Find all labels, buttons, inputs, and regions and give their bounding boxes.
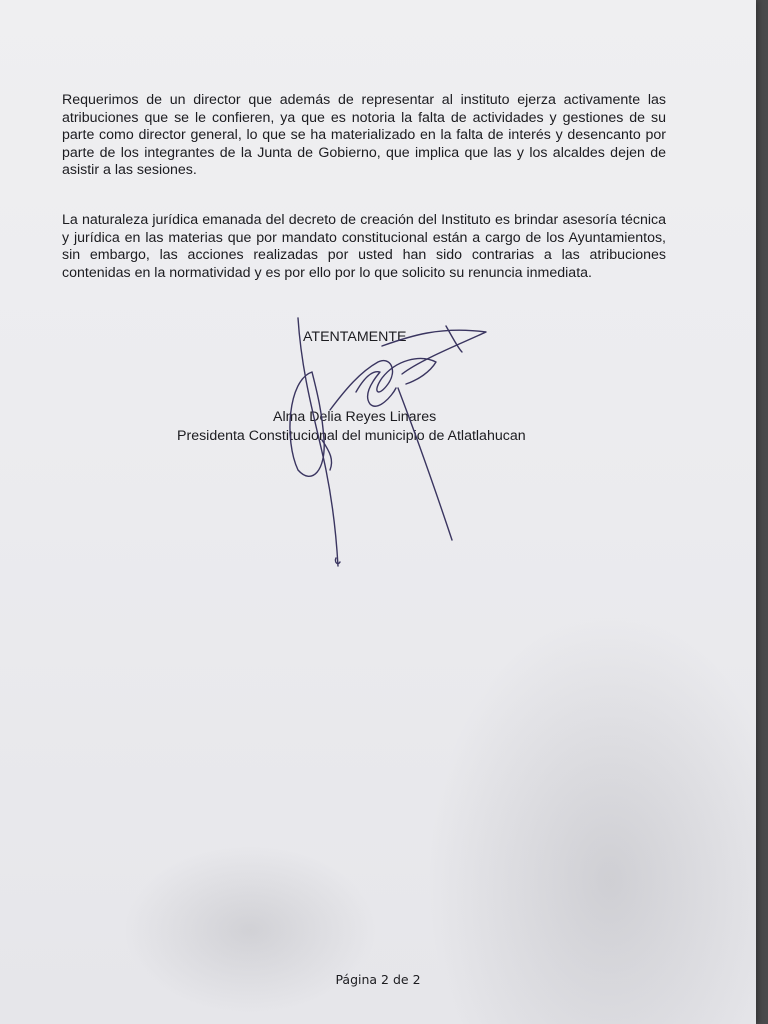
paragraph-1: Requerimos de un director que además de representar al instituto ejerza activamente las atribuciones que se le confieren, ya que es notoria la falta de actividades y gestiones de su parte como director general, lo que se ha materializado en la falta de interés y desencanto por parte de los integrantes de la Junta de Gobierno, que implica que las y los alcaldes dejen de asistir a las sesiones.	[62, 92, 666, 179]
paragraph-2: La naturaleza jurídica emanada del decreto de creación del Instituto es brindar asesoría técnica y jurídica en las materias que por mandato constitucional están a cargo de los Ayuntamientos, sin embargo, las acciones realizadas por usted han sido contrarias a las atribuciones contenidas en la normatividad y es por ello por lo que solicito su renuncia inmediata.	[62, 212, 666, 281]
closing-salutation: ATENTAMENTE	[303, 329, 407, 345]
signer-title: Presidenta Constitucional del municipio de Atlatlahucan	[177, 428, 526, 444]
page-number: Página 2 de 2	[335, 972, 421, 987]
signer-name: Alma Delia Reyes Linares	[273, 409, 437, 425]
